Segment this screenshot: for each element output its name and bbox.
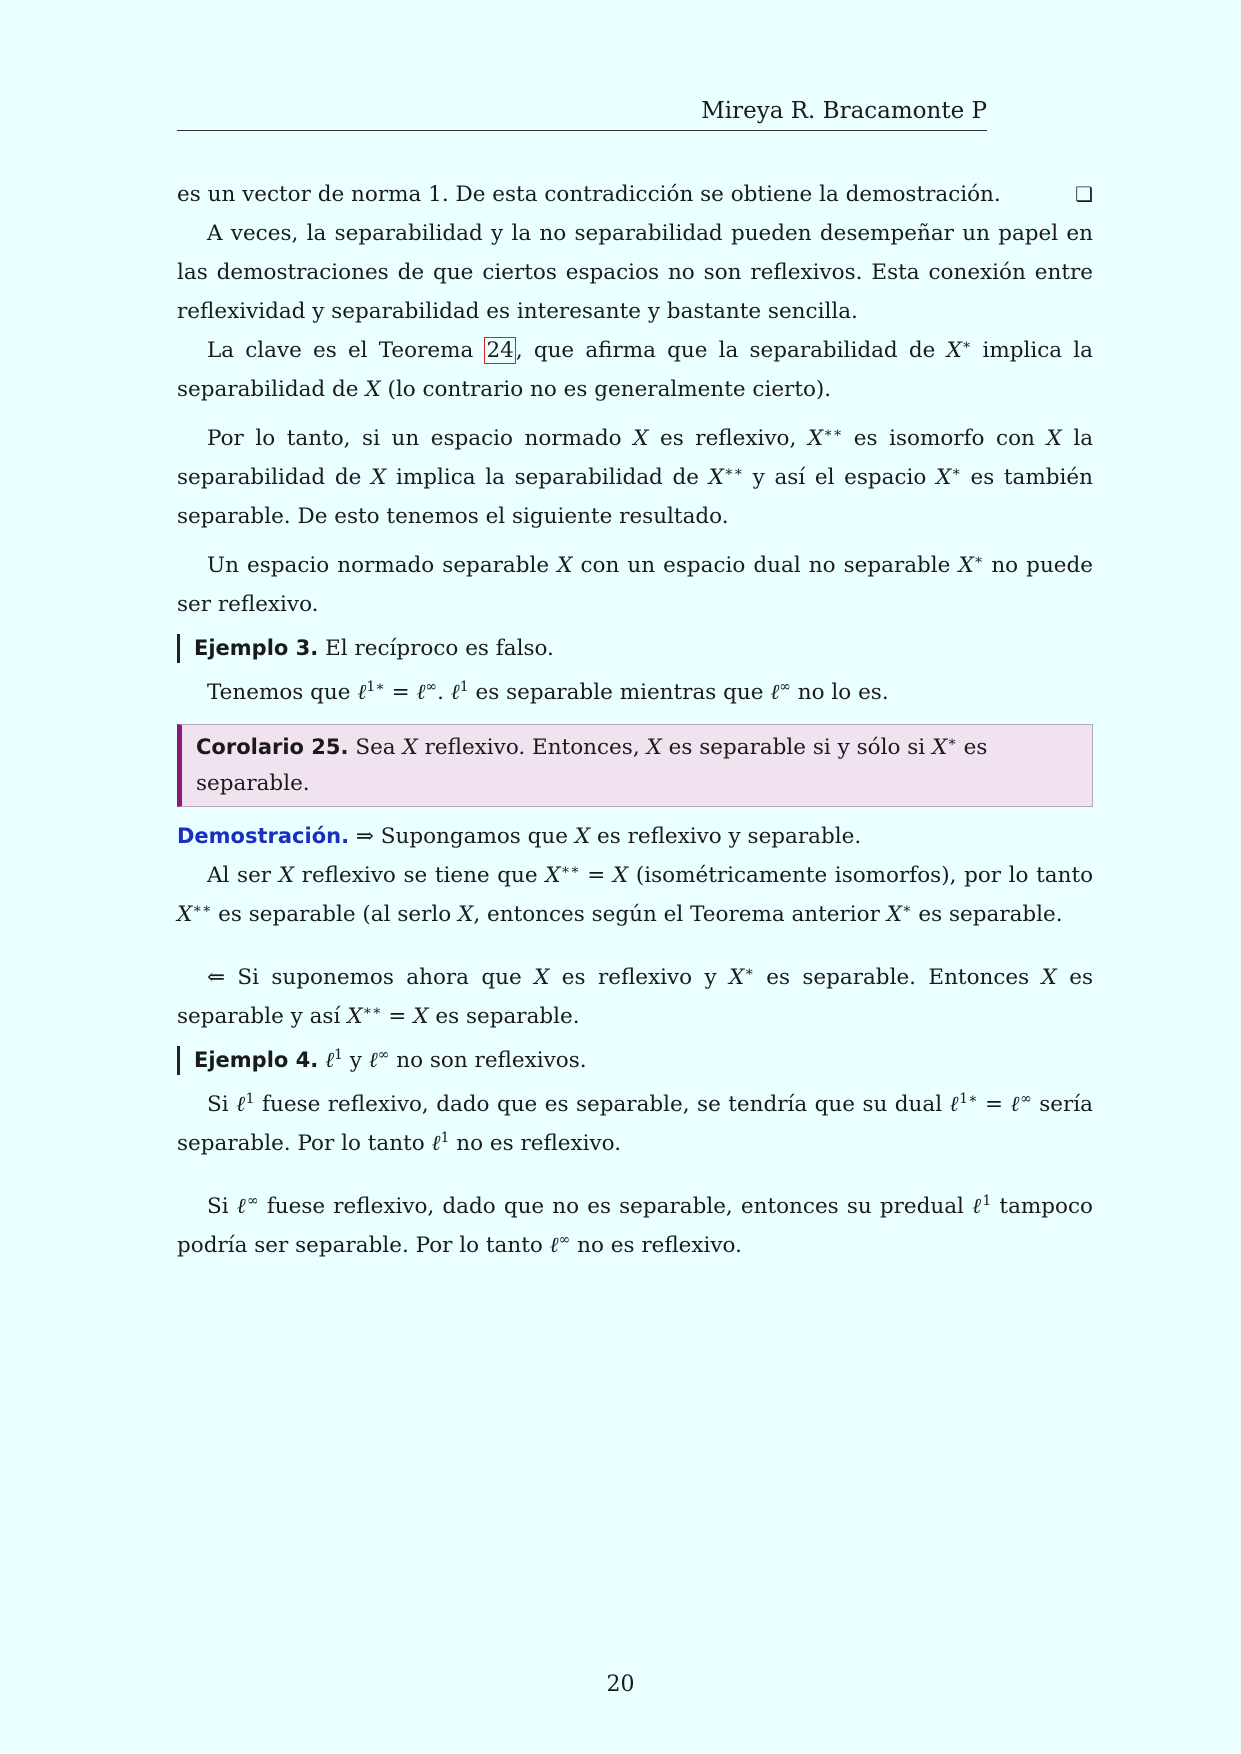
- qed-square-icon: ❏: [1075, 182, 1093, 206]
- theorem-ref-link[interactable]: 24: [486, 338, 514, 363]
- example-3-body: Tenemos que ℓ$^{1∗}$ = ℓ∞. ℓ$^1$ es separable mientras que ℓ∞ no lo es.: [207, 678, 889, 705]
- page-header: [177, 98, 987, 131]
- page-body: [177, 175, 1093, 1265]
- paragraph-2: A veces, la separabilidad y la no separabilidad pueden desempeñar un papel en las demostraciones de que ciertos espacios no son reflexivos. Esta conexión entre reflexividad y separabilidad es interesante y bastante sencilla.: [177, 221, 1093, 324]
- example-4-label: Ejemplo 4.: [194, 1048, 319, 1072]
- proof-line-2: Al ser X reflexivo se tiene que X∗∗ = X (isométricamente isomorfos), por lo tanto X∗∗ es separable (al serlo X, entonces según el Teorema anterior X∗ es separable.: [177, 861, 1094, 927]
- corollary-25-label: Corolario 25.: [196, 735, 349, 759]
- example-4-body-2: Si ℓ∞ fuese reflexivo, dado que no es separable, entonces su predual ℓ$^1$ tampoco podría ser separable. Por lo tanto ℓ∞ no es reflexivo.: [177, 1192, 1093, 1258]
- paragraph-1: es un vector de norma 1. De esta contradicción se obtiene la demostración. ❏: [177, 175, 1093, 214]
- proof-line-1: Demostración. ⇒ Supongamos que X es reflexivo y separable.: [177, 824, 862, 849]
- proof-line-3: ⇐ Si suponemos ahora que X es reflexivo y X∗ es separable. Entonces X es separable y así X∗∗ = X es separable.: [177, 963, 1093, 1029]
- header-author: Mireya R. Bracamonte P: [701, 98, 987, 124]
- paragraph-5: Un espacio normado separable X con un espacio dual no separable X∗ no puede ser reflexivo.: [177, 551, 1093, 617]
- paragraph-3: La clave es el Teorema 24, que afirma que la separabilidad de X∗ implica la separabilidad de X (lo contrario no es generalmente cierto).: [177, 336, 1093, 402]
- page-number: 20: [606, 1672, 635, 1697]
- example-4: Ejemplo 4. ℓ$^1$ y ℓ∞ no son reflexivos.: [177, 1046, 1093, 1075]
- paragraph-4: Por lo tanto, si un espacio normado X es reflexivo, X∗∗ es isomorfo con X la separabilidad de X implica la separabilidad de X∗∗ y así el espacio X∗ es también separable. De esto tenemos el siguiente resultado.: [177, 424, 1094, 529]
- proof-label: Demostración.: [177, 824, 350, 848]
- example-3: Ejemplo 3. El recíproco es falso.: [177, 634, 1093, 663]
- example-3-label: Ejemplo 3.: [194, 636, 319, 660]
- corollary-25-box: Corolario 25. Sea X reflexivo. Entonces, X es separable si y sólo si X∗ es separable.: [177, 724, 1093, 807]
- example-4-body-1: Si ℓ$^1$ fuese reflexivo, dado que es separable, se tendría que su dual ℓ$^{1∗}$ = ℓ∞ sería separable. Por lo tanto ℓ$^1$ no es reflexivo.: [177, 1090, 1093, 1156]
